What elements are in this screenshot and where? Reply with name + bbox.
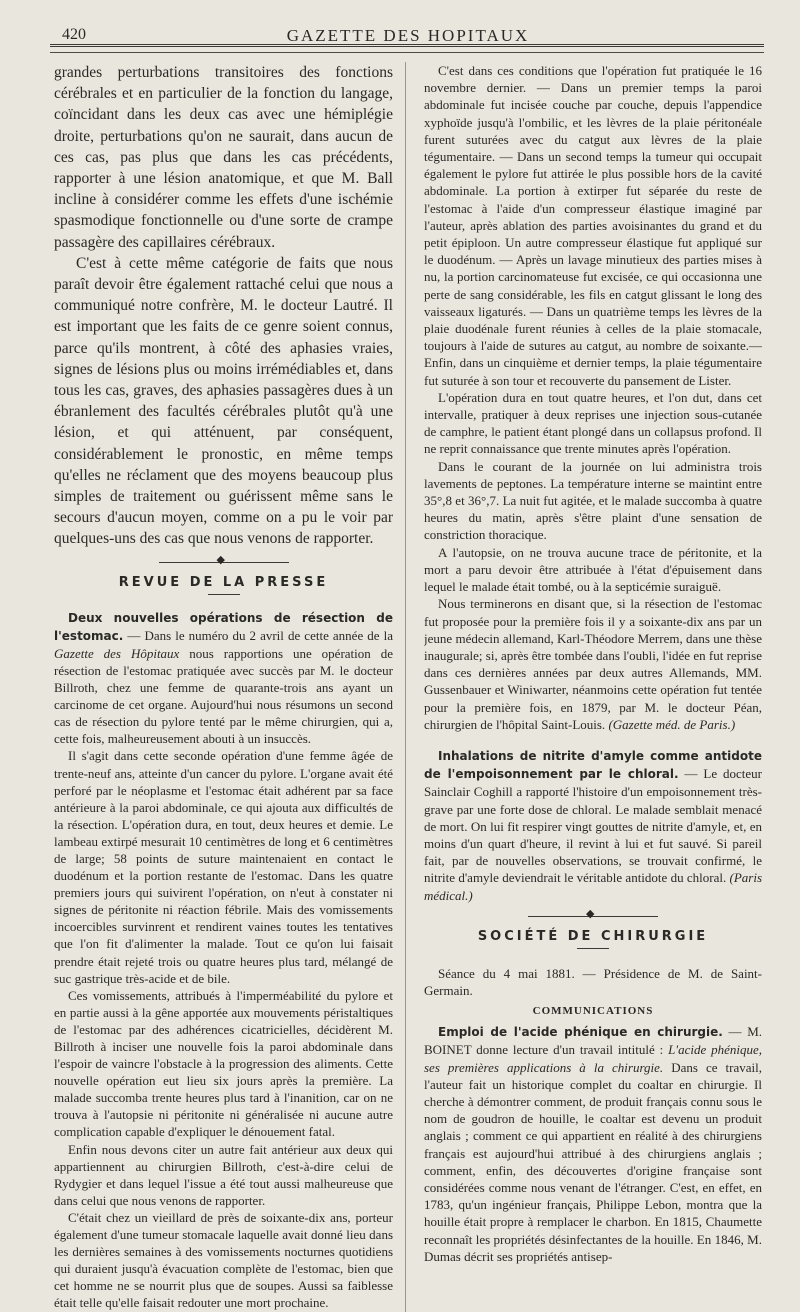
left-column bbox=[54, 62, 406, 1312]
work-title: L'acide phénique, ses premières applications à la chirurgie. bbox=[424, 1042, 762, 1075]
page-number: 420 bbox=[62, 26, 86, 43]
section-title-societe: SOCIÉTÉ DE CHIRURGIE bbox=[477, 928, 709, 944]
header-rule bbox=[50, 44, 764, 50]
page-header bbox=[54, 18, 762, 46]
article-author: — M. BOINET bbox=[424, 1024, 762, 1058]
header-rule-thin bbox=[50, 52, 764, 53]
article-heading: Deux nouvelles opérations de résection de l'estomac. bbox=[54, 610, 393, 643]
section-title-revue: REVUE DE LA PRESSE bbox=[118, 574, 329, 590]
paragraph: Nous terminerons en disant que, si la résection de l'estomac fut proposée pour la première fois il y a soixante-dix ans par un jeune médecin allemand, Karl-Théodore Merrem, dans une thèse inaugurale; si, après être tombée dans l'oubli, l'idée en fut reprise dans ces dernières années par deux autres Allemands, MM. Gussenbauer et Winiwarter, néanmoins cette opération fut tentée pour la première fois, en 1879, par M. le docteur Péan, chirurgien de l'hôpital Saint-Louis. (Gazette méd. de Paris.) bbox=[424, 596, 762, 732]
resection-article bbox=[54, 609, 393, 1312]
paragraph: C'est à cette même catégorie de faits que nous paraît devoir être également rattaché celui que nous a communiqué notre confrère, M. le docteur Lautré. Il est important que les faits de ce genre soient connus, parce qu'ils montrent, à côté des aphasies vraies, signes de lésions plus ou moins irrémédiables et, dans tous les cas, graves, des aphasies passagères dues à un ébranlement des facultés cérébrales plutôt qu'à une lésion, et qui atténuent, par conséquent, considérablement le pronostic, en même temps qu'elles ne réclament que des moyens beaucoup plus simples de traitement ou guérissent même sans le secours d'aucun moyen, comme on a pu le voir par quelques-uns des cas que nous venons de rapporter. bbox=[54, 254, 393, 548]
short-rule bbox=[208, 594, 240, 595]
paragraph: Ces vomissements, attribués à l'imperméabilité du pylore et en partie aussi à la gêne apportée aux mouvements péristaltiques de l'estomac par des adhérences cicatricielles, décidèrent M. Billroth à inciser une nouvelle fois la paroi abdominale dans l'espoir de vaincre l'obstacle à la progression des aliments. Cette nouvelle opération eut lieu six jours après la première. La malade succomba trente heures plus tard à l'inanition, car on ne trouva à l'autopsie ni péritonite ni généralisée ni aucune autre complication capable d'expliquer le dénouement fatal. bbox=[54, 987, 393, 1140]
article-heading: Inhalations de nitrite d'amyle comme antidote de l'empoisonnement par le chloral. bbox=[424, 748, 762, 782]
ornament-divider bbox=[54, 560, 393, 565]
paragraph: C'était chez un vieillard de près de soixante-dix ans, porteur également d'une tumeur stomacale laquelle avait donné lieu dans les dernières semaines à des vomissements nocturnes quotidiens qui duraient jusqu'à évacuation complète de l'estomac, bien que cet homme ne se nourrit plus que de soupes. Aussi sa faiblesse était telle qu'elle faisait redouter une mort prochaine. bbox=[54, 1209, 393, 1311]
running-head: GAZETTE DES HOPITAUX bbox=[286, 26, 530, 45]
phenic-acid-article: Emploi de l'acide phénique en chirurgie. — M. BOINET donne lecture d'un travail intitulé : L'acide phénique, ses premières applications à la chirurgie. Dans ce travail, l'auteur fait un historique complet du coaltar en chirurgie. Il cherche à démontrer comment, de produit français connu sous le nom de goudron de houille, le coaltar est devenu un produit anglais ; comment ce qui appartient en réalité à des chirurgiens français est aujourd'hui attribué à des chirurgiens anglais ; comment, enfin, des découvertes d'origine française sont considérées comme nous venant de l'étranger. C'est, en effet, en 1783, qu'un ingénieur français, Philippe Lebon, montra que la houille était propre à remplacer le charbon. En 1815, Chaumette reconnaît les propriétés désinfectantes de la houille. En 1846, M. Dumas décrit ses propriétés antisep- bbox=[424, 1024, 762, 1264]
ornament-divider bbox=[424, 914, 762, 919]
journal-name: Gazette des Hôpitaux bbox=[54, 645, 180, 661]
short-rule bbox=[577, 948, 609, 949]
paragraph: Il s'agit dans cette seconde opération d'une femme âgée de trente-neuf ans, atteinte d'un cancer du pylore. L'organe avait été perforé par le néoplasme et l'estomac était adhérent par sa face antérieure à la paroi abdominale, ce qui ajouta aux difficultés de la résection. L'opération dura, en tout, deux heures et demie. Le lambeau extirpé mesurait 10 centimètres de long et 6 centimètres de large; 58 points de suture maintenaient en contact le duodénum et la portion restante de l'estomac. Dans les quatre premiers jours qui suivirent l'opération, on n'eut à constater ni signes de péritonite ni réaction fébrile. Mais des vomissements incoercibles survinrent et rendirent vaines toutes les tentatives que l'on fit d'alimenter la malade. Tout ce qu'on lui faisait prendre était rejeté trois ou quatre heures plus tard, mélangé de suc gastrique très-acide et de bile. bbox=[54, 748, 393, 986]
resection-article-continued bbox=[424, 62, 762, 904]
article-heading: Emploi de l'acide phénique en chirurgie. bbox=[438, 1025, 723, 1040]
paragraph: Enfin nous devons citer un autre fait antérieur aux deux qui appartiennent au chirurgien Billroth, c'est-à-dire celui de Rydygier et dans lequel l'issue a été tout aussi malheureuse que dans celui que nous venons de rapporter. bbox=[54, 1141, 393, 1208]
article-intro: Deux nouvelles opérations de résection de l'estomac. — Dans le numéro du 2 avril de cette année de la Gazette des Hôpitaux nous rapportions une opération de résection de l'estomac pratiquée avec succès par M. le docteur Billroth, chez une femme de quarante-trois ans ayant un carcinome de cet organe. Aujourd'hui nous résumons un second cas de résection du pylore tenté par le même chirurgien, qui a, cette fois, malheureusement abouti à un insuccès. bbox=[54, 610, 393, 747]
paragraph: L'opération dura en tout quatre heures, et l'on dut, dans cet intervalle, pratiquer à deux reprises une injection sous-cutanée de camphre, le patient étant plongé dans un collapsus profond. Il ne reprit connaissance que trente minutes après l'opération. bbox=[424, 389, 762, 457]
text-columns bbox=[54, 62, 762, 1312]
paragraph: grandes perturbations transitoires des fonctions cérébrales et en particulier de la fonction du langage, coïncidant dans les deux cas avec une hémiplégie droite, perturbations qu'on ne saurait, dans aucun de ces cas, pas plus que dans les cas précédents, rapporter à une lésion anatomique, et que M. Ball incline à considérer comme les effets d'une ischémie spasmodique fonctionnelle ou d'une sorte de crampe passagère des capillaires cérébraux. bbox=[54, 64, 393, 251]
right-column bbox=[424, 62, 762, 1312]
paragraph: C'est dans ces conditions que l'opération fut pratiquée le 16 novembre dernier. — Dans un premier temps la paroi abdominale fut incisée couche par couche, depuis l'appendice xyphoïde jusqu'à l'ombilic, et les lèvres de la plaie péritonéale furent suturées avec du catgut aux lèvres de la plaie tégumentaire. — Dans un second temps la tumeur qui occupait également le pylore fut attirée le plus possible hors de la cavité abdominale. La portion à extirper fut séparée du reste de l'estomac à l'aide d'un compresseur élastique imaginé par l'auteur, après ablation des parties avoisinantes du grand et du petit épiploon. Un autre compresseur élastique fut appliqué sur le duodénum. — Après un lavage minutieux des parties mises à nu, la portion carcinomateuse fut excisée, ce qui occasionna une perte de sang considérable, les fils en catgut glissant le long des vaisseaux ligaturés. — Dans un quatrième temps les lèvres de la plaie duodénale furent réunies à celles de la plaie stomacale, toujours à l'aide de sutures au catgut, au nombre de soixante.— Enfin, dans un cinquième et dernier temps, la plaie tégumentaire fut suturée à son tour et recouverte du pansement de Lister. bbox=[424, 63, 762, 388]
source-citation: (Gazette méd. de Paris.) bbox=[608, 716, 736, 732]
seance-line: Séance du 4 mai 1881. — Présidence de M. de Saint-Germain. bbox=[424, 965, 762, 998]
societe-article bbox=[424, 965, 762, 1265]
source-citation: (Paris médical.) bbox=[424, 870, 762, 903]
paragraph: Dans le courant de la journée on lui administra trois lavements de peptones. La température interne se maintint entre 35°,8 et 36°,7. La nuit fut agitée, et le malade succomba à quatre heures du matin, après s'être plaint d'une sensation de constriction thoracique. bbox=[424, 458, 762, 543]
paragraph: A l'autopsie, on ne trouva aucune trace de péritonite, et la mort a paru devoir être attribuée à l'état d'épuisement dans lequel le malade était tombé, ou à la septicémie suraiguë. bbox=[424, 544, 762, 595]
nitrite-article: Inhalations de nitrite d'amyle comme antidote de l'empoisonnement par le chloral. — Le docteur Sainclair Coghill a rapporté l'histoire d'un empoisonnement très-grave par une forte dose de chloral. Le malade semblait menacé de mort. On lui fit respirer vingt gouttes de nitrite d'amyle, et, en moins d'un quart d'heure, il revint à lui et fut sauvé. Si pareil fait, par de nouvelles observations, se trouvait confirmé, le nitrite d'amyle deviendrait le véritable antidote du chloral. (Paris médical.) bbox=[424, 748, 762, 903]
communications-heading: COMMUNICATIONS bbox=[532, 1005, 654, 1018]
aphasia-article-end bbox=[54, 62, 393, 550]
